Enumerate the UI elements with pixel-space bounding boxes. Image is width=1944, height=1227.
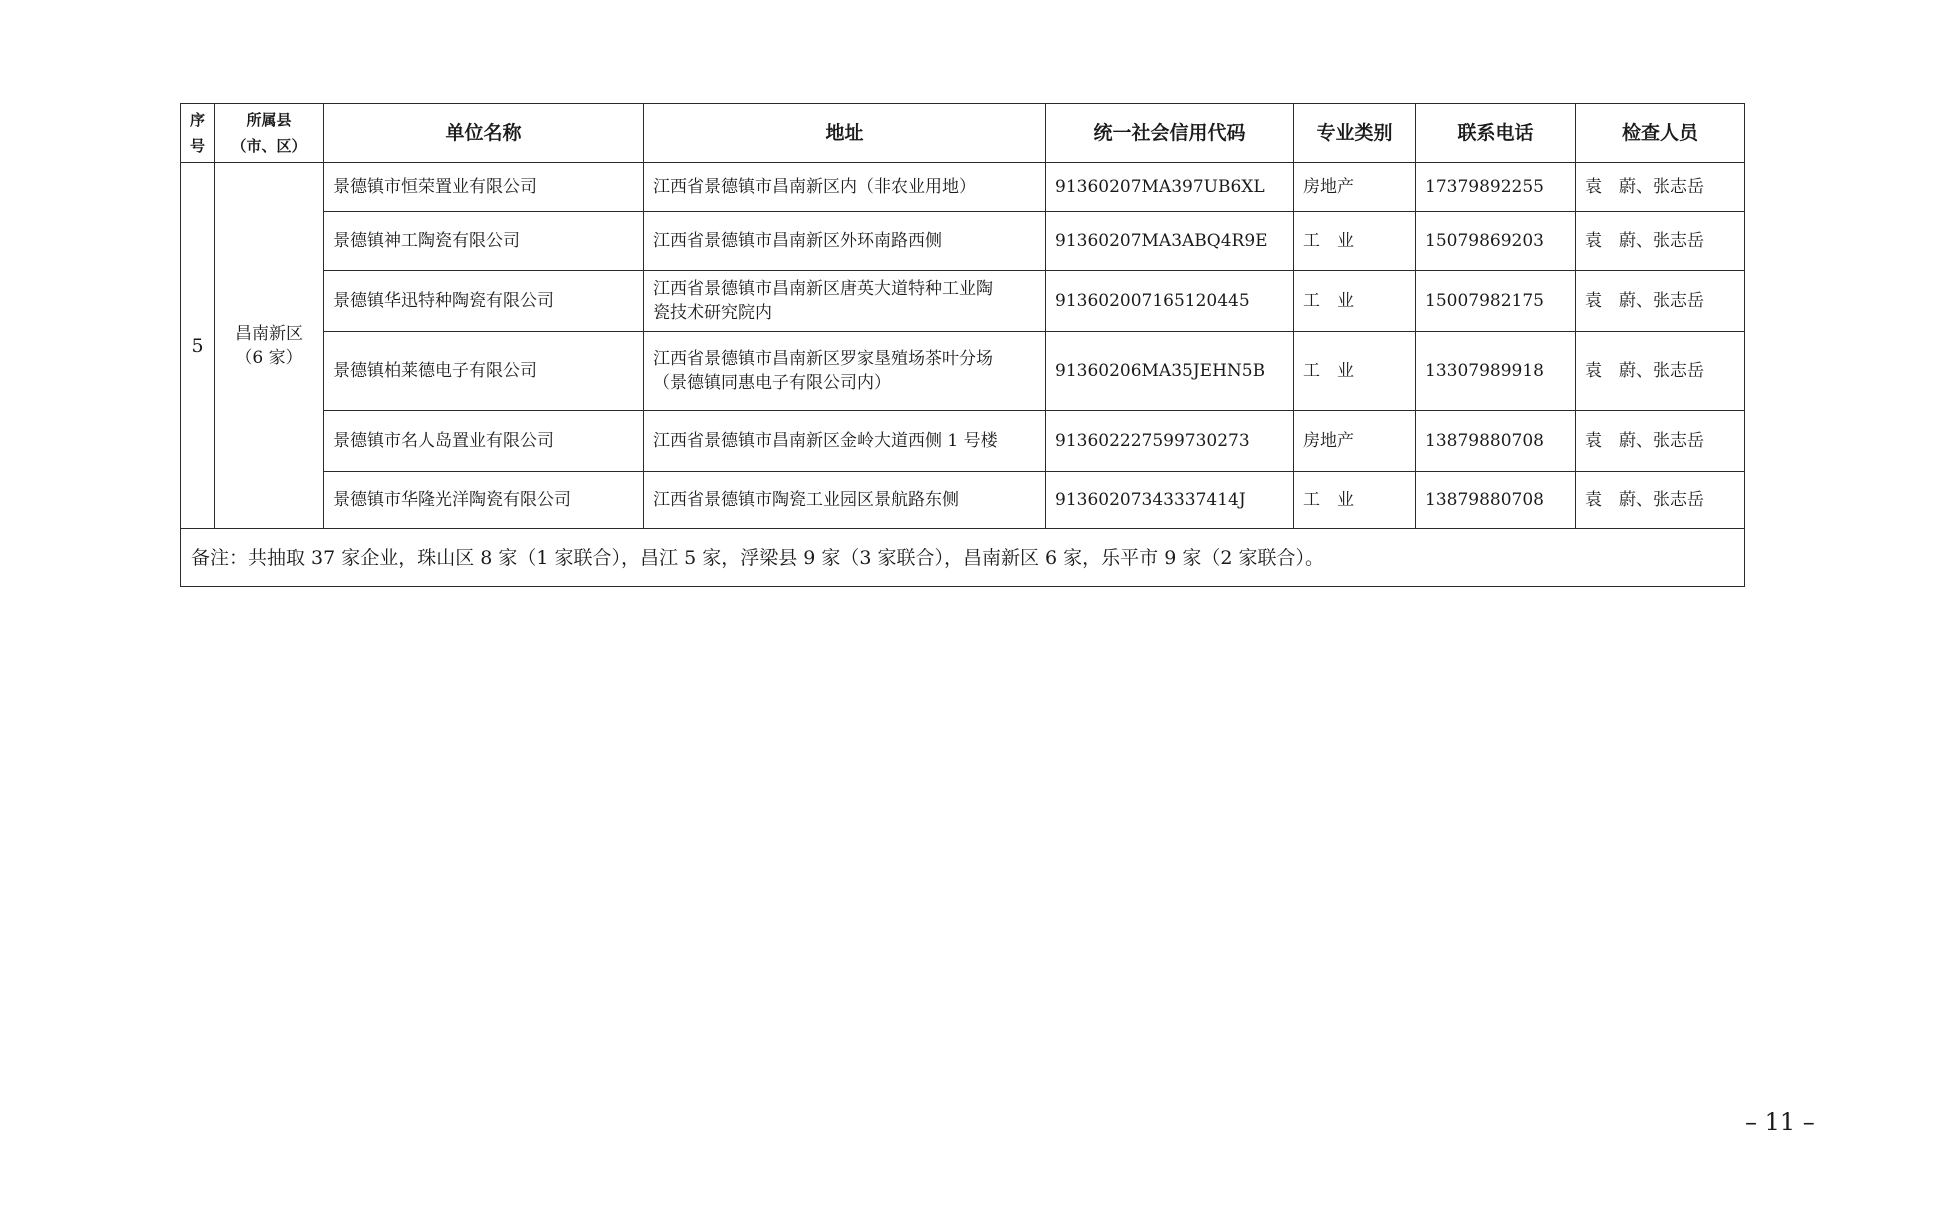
category-cell: 房地产	[1294, 411, 1416, 472]
inspectors-cell: 袁 蔚、张志岳	[1576, 212, 1745, 271]
header-county: 所属县 （市、区）	[215, 104, 324, 163]
unit-name-cell: 景德镇市华隆光洋陶瓷有限公司	[324, 472, 644, 529]
group-seq-cell: 5	[181, 163, 215, 529]
inspection-table	[180, 103, 1745, 587]
table-row	[181, 332, 1745, 411]
address-cell: 江西省景德镇市昌南新区罗家垦殖场茶叶分场 （景德镇同惠电子有限公司内）	[644, 332, 1046, 411]
unit-name-cell: 景德镇市恒荣置业有限公司	[324, 163, 644, 212]
header-phone: 联系电话	[1416, 104, 1576, 163]
table-row	[181, 472, 1745, 529]
phone-cell: 17379892255	[1416, 163, 1576, 212]
address-cell: 江西省景德镇市昌南新区外环南路西侧	[644, 212, 1046, 271]
category-cell: 工 业	[1294, 332, 1416, 411]
header-category: 专业类别	[1294, 104, 1416, 163]
table-header-row	[181, 104, 1745, 163]
unit-name-cell: 景德镇神工陶瓷有限公司	[324, 212, 644, 271]
inspectors-cell: 袁 蔚、张志岳	[1576, 271, 1745, 332]
phone-cell: 13307989918	[1416, 332, 1576, 411]
inspectors-cell: 袁 蔚、张志岳	[1576, 163, 1745, 212]
table-row	[181, 212, 1745, 271]
page-number: – 11 –	[1745, 1108, 1815, 1136]
address-cell: 江西省景德镇市陶瓷工业园区景航路东侧	[644, 472, 1046, 529]
unit-name-cell: 景德镇市名人岛置业有限公司	[324, 411, 644, 472]
category-cell: 房地产	[1294, 163, 1416, 212]
unit-name-cell: 景德镇华迅特种陶瓷有限公司	[324, 271, 644, 332]
table-note: 备注：共抽取 37 家企业，珠山区 8 家（1 家联合），昌江 5 家，浮梁县 9 家（3 家联合），昌南新区 6 家，乐平市 9 家（2 家联合）。	[181, 529, 1745, 587]
table-row	[181, 271, 1745, 332]
phone-cell: 13879880708	[1416, 472, 1576, 529]
address-cell: 江西省景德镇市昌南新区金岭大道西侧 1 号楼	[644, 411, 1046, 472]
credit-code-cell: 913602007165120445	[1046, 271, 1294, 332]
category-cell: 工 业	[1294, 472, 1416, 529]
phone-cell: 15079869203	[1416, 212, 1576, 271]
inspectors-cell: 袁 蔚、张志岳	[1576, 332, 1745, 411]
county-count: （6 家）	[235, 347, 303, 368]
unit-name-cell: 景德镇柏莱德电子有限公司	[324, 332, 644, 411]
inspectors-cell: 袁 蔚、张志岳	[1576, 411, 1745, 472]
credit-code-cell: 91360207343337414J	[1046, 472, 1294, 529]
category-cell: 工 业	[1294, 212, 1416, 271]
county-name: 昌南新区	[235, 323, 303, 344]
credit-code-cell: 913602227599730273	[1046, 411, 1294, 472]
phone-cell: 15007982175	[1416, 271, 1576, 332]
inspectors-cell: 袁 蔚、张志岳	[1576, 472, 1745, 529]
address-cell: 江西省景德镇市昌南新区内（非农业用地）	[644, 163, 1046, 212]
group-county-cell	[215, 163, 324, 529]
table-row	[181, 411, 1745, 472]
header-inspectors: 检查人员	[1576, 104, 1745, 163]
table-row	[181, 163, 1745, 212]
category-cell: 工 业	[1294, 271, 1416, 332]
credit-code-cell: 91360206MA35JEHN5B	[1046, 332, 1294, 411]
credit-code-cell: 91360207MA3ABQ4R9E	[1046, 212, 1294, 271]
header-credit-code: 统一社会信用代码	[1046, 104, 1294, 163]
table-note-row	[181, 529, 1745, 587]
address-cell: 江西省景德镇市昌南新区唐英大道特种工业陶 瓷技术研究院内	[644, 271, 1046, 332]
header-seq: 序 号	[181, 104, 215, 163]
header-address: 地址	[644, 104, 1046, 163]
credit-code-cell: 91360207MA397UB6XL	[1046, 163, 1294, 212]
header-unit-name: 单位名称	[324, 104, 644, 163]
phone-cell: 13879880708	[1416, 411, 1576, 472]
